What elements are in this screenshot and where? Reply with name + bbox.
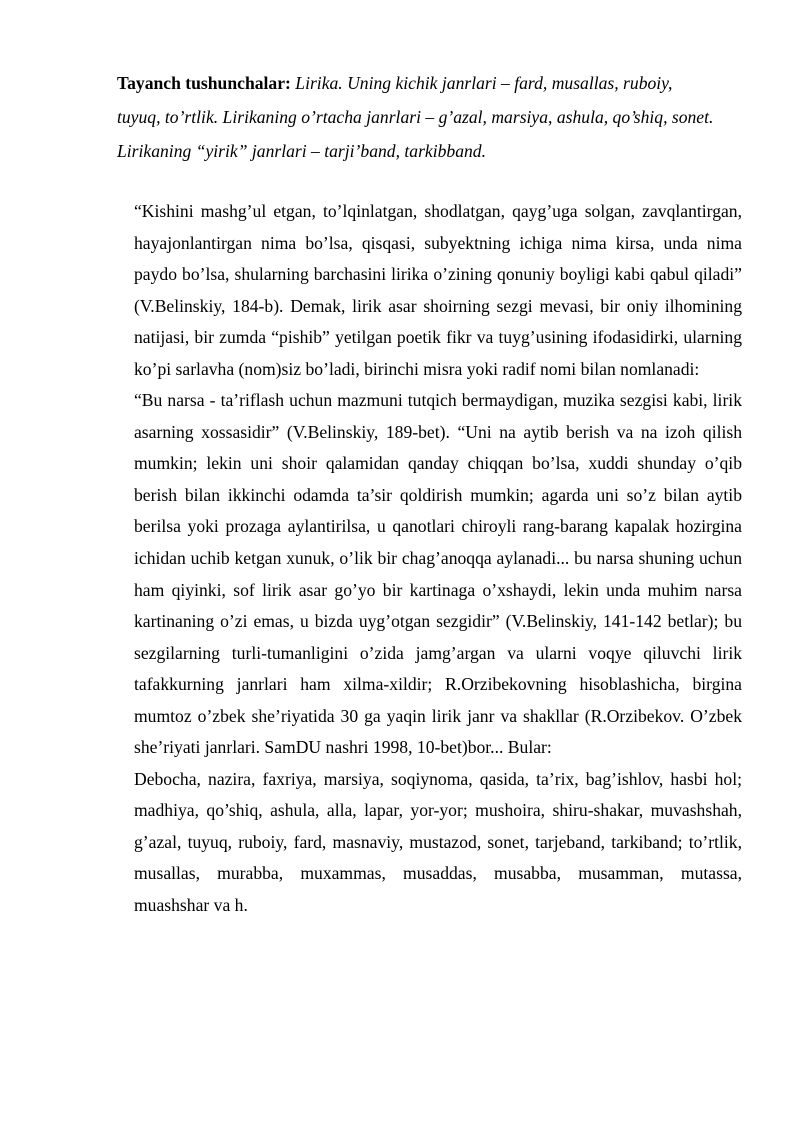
body-text [134, 196, 742, 922]
paragraph-belinskiy-quote: “Kishini mashg’ul etgan, to’lqinlatgan, shodlatgan, qayg’uga solgan, zavqlantirgan, hayajonlantirgan nima bo’lsa, qisqasi, subyektning ichiga nima kirsa, unda nima paydo bo’lsa, shularning barchasini lirika o’zining qonuniy boyligi kabi qabul qiladi” (V.Belinskiy, 184-b). Demak, lirik asar shoirning sezgi mevasi, bir oniy ilhomining natijasi, bir zumda “pishib” yetilgan poetik fikr va tuyg’usining ifodasidirki, ularning ko’pi sarlavha (nom)siz bo’ladi, birinchi misra yoki radif nomi bilan nomlanadi: [134, 201, 742, 379]
key-concepts-text: Lirika. Uning kichik janrlari – fard, musallas, ruboiy, tuyuq, to’rtlik. Lirikaning o’rtacha janrlari – g’azal, marsiya, ashula, qo’shiq, sonet. Lirikaning “yirik” janrlari – tarji’band, tarkibband. [117, 73, 714, 161]
paragraph-genre-list: Debocha, nazira, faxriya, marsiya, soqiynoma, qasida, ta’rix, bag’ishlov, hasbi hol; madhiya, qo’shiq, ashula, alla, lapar, yor-yor; mushoira, shiru-shakar, muvashshah, g’azal, tuyuq, ruboiy, fard, masnaviy, mustazod, sonet, tarjeband, tarkiband; to’rtlik, musallas, murabba, muxammas, musaddas, musabba, musamman, mutassa, muashshar va h. [134, 768, 742, 916]
key-concepts [117, 66, 717, 168]
key-concepts-label: Tayanch tushunchalar: [117, 73, 291, 93]
paragraph-lyric-genres-discussion: “Bu narsa - ta’riflash uchun mazmuni tutqich bermaydigan, muzika sezgisi kabi, lirik asarning xossasidir” (V.Belinskiy, 189-bet). “Uni na aytib berish va na izoh qilish mumkin; lekin uni shoir qalamidan qanday chiqqan bo’lsa, xuddi shunday o’qib berish bilan ikkinchi odamda ta’sir qoldirish mumkin; agarda uni so’z bilan aytib berilsa yoki prozaga aylantirilsa, u qanotlari chiroyli rang-barang kapalak hozirgina ichidan uchib ketgan xunuk, o’lik bir chag’anoqqa aylanadi... bu narsa shuning uchun ham qiyinki, sof lirik asar go’yo bir kartinaga o’xshaydi, lekin unda muhim narsa kartinaning o’zi emas, u bizda uyg’otgan sezgidir” (V.Belinskiy, 141-142 betlar); bu sezgilarning turli-tumanligini o’zida jamg’argan va ularni voqye qiluvchi lirik tafakkurning janrlari ham xilma-xildir; R.Orzibekovning hisoblashicha, birgina mumtoz o’zbek she’riyatida 30 ga yaqin lirik janr va shakllar (R.Orzibekov. O’zbek she’riyati janrlari. SamDU nashri 1998, 10-bet)bor... Bular: [134, 390, 742, 758]
